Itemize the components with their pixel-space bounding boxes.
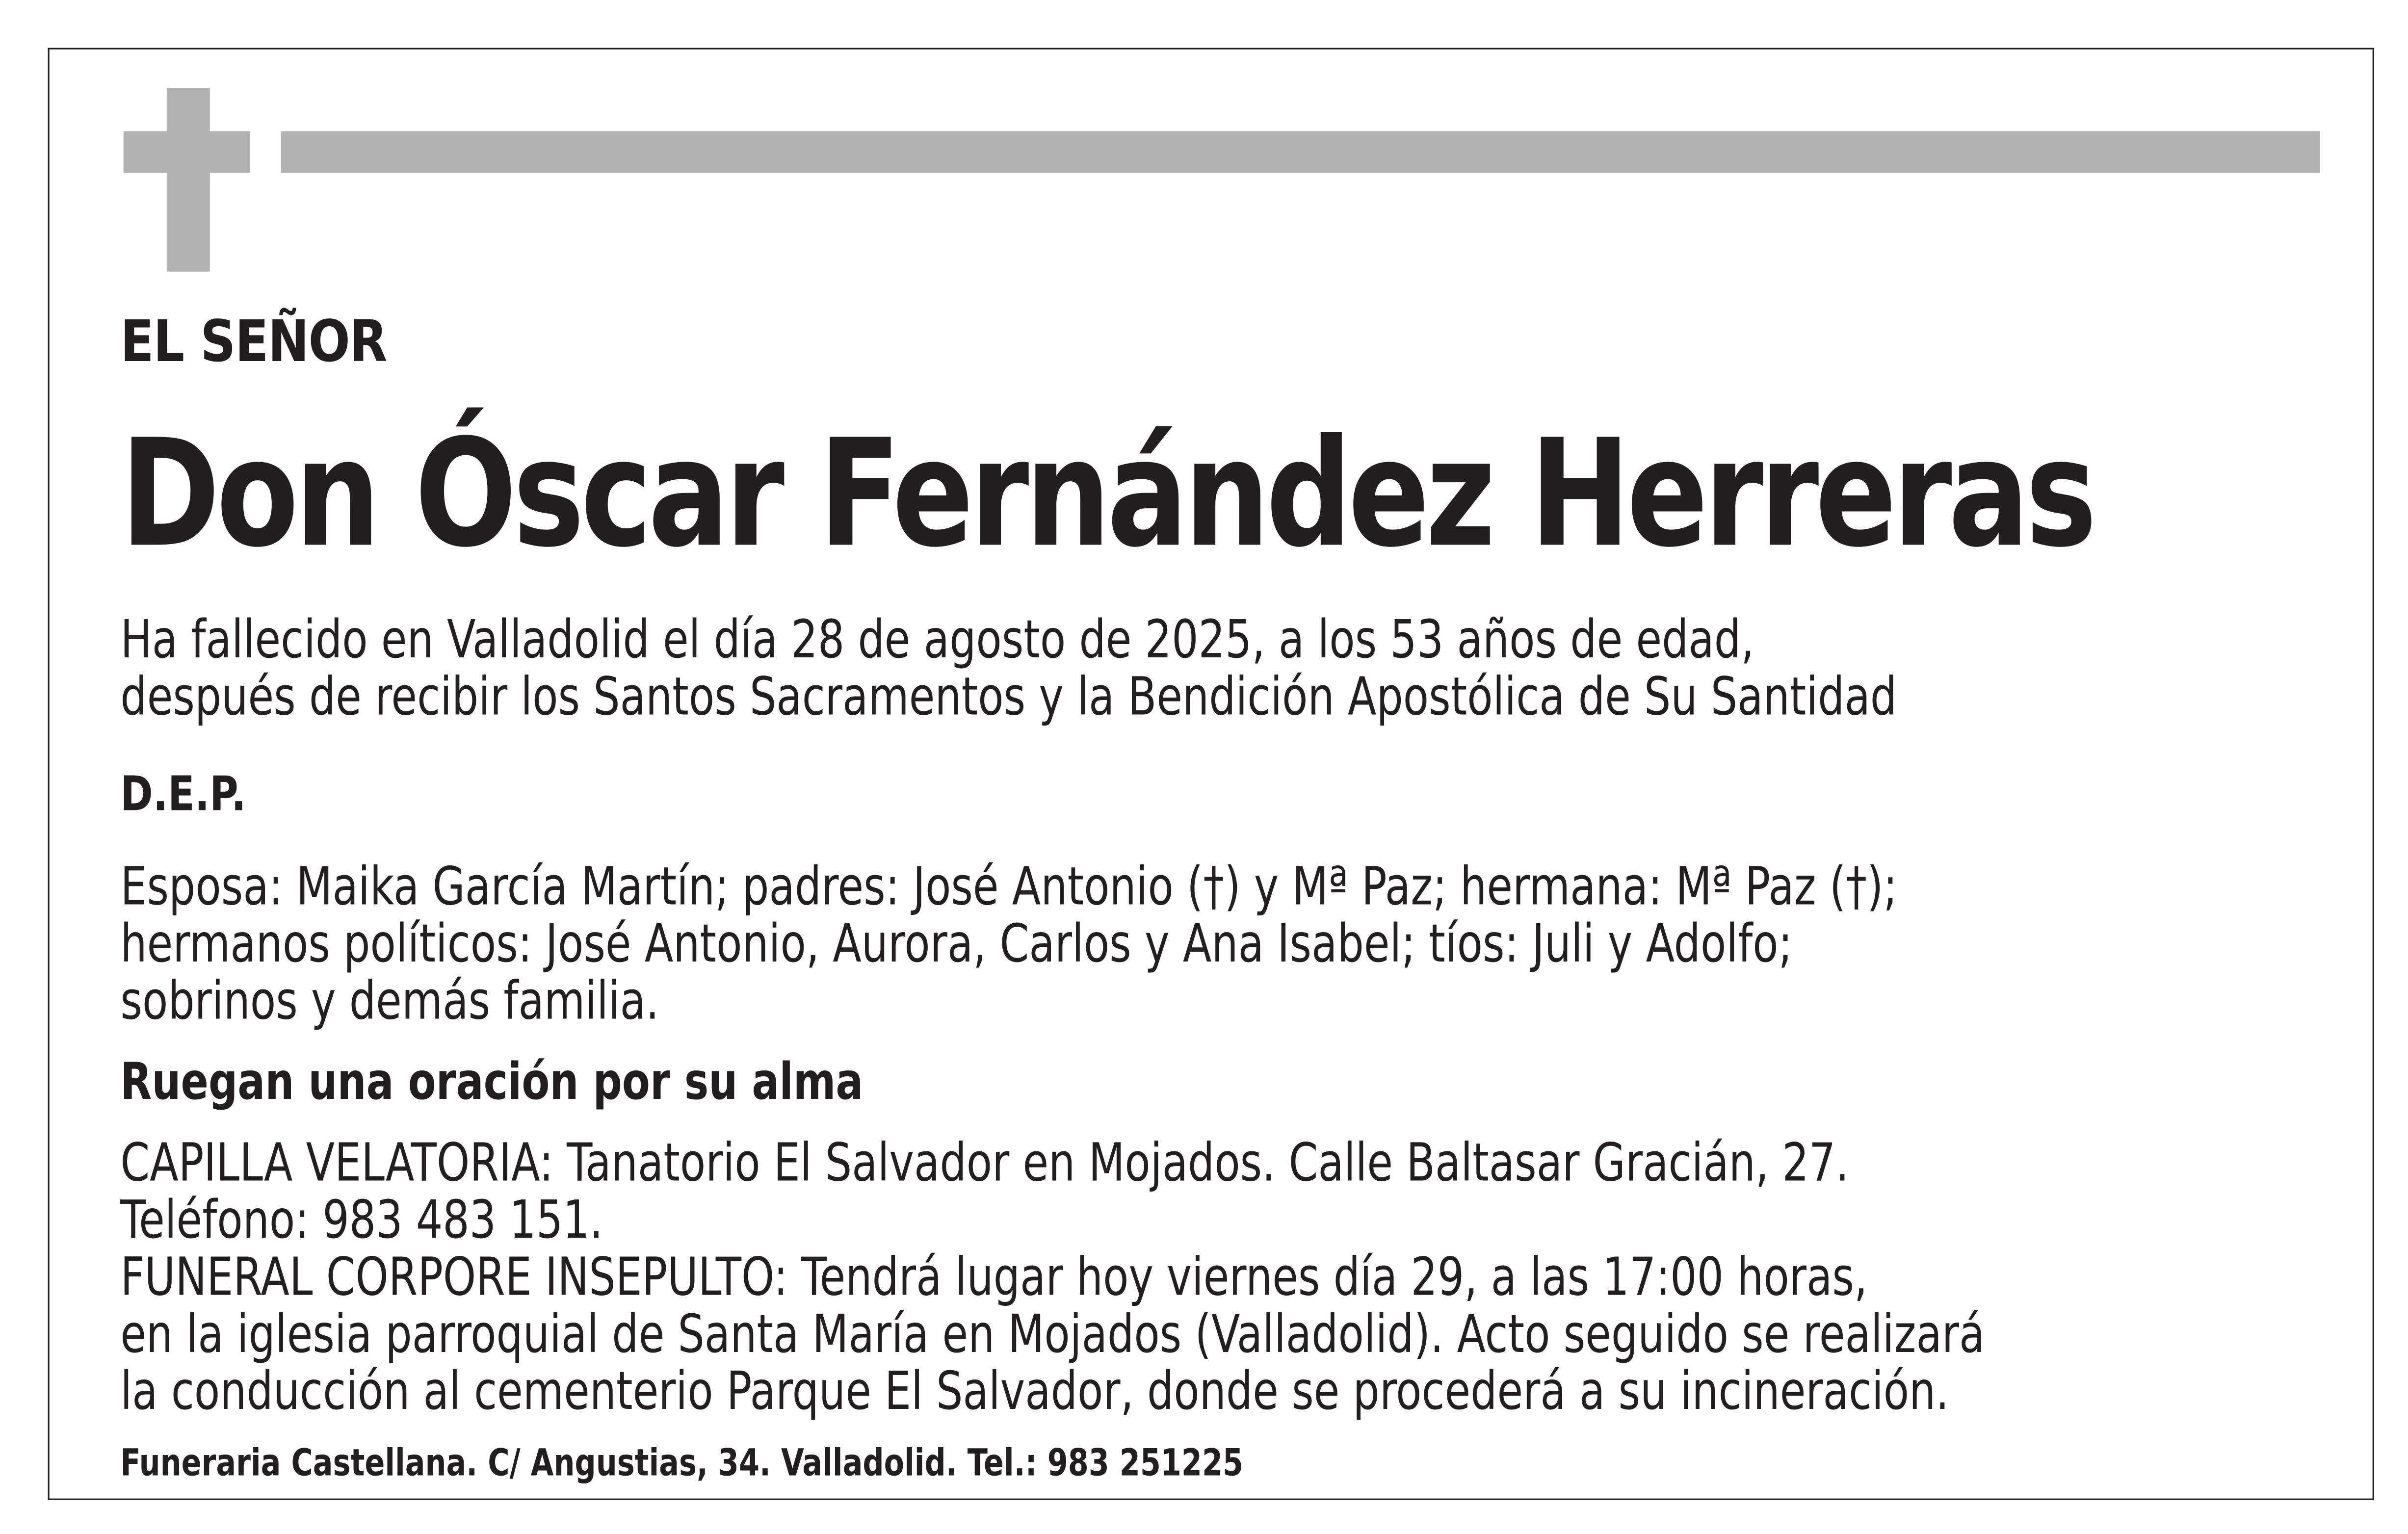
prayer-request: Ruegan una oración por su alma <box>120 1051 864 1112</box>
cross-horizontal-bar <box>124 131 250 173</box>
service-line: CAPILLA VELATORIA: Tanatorio El Salvador en Mojados. Calle Baltasar Gracián, 27. <box>120 1133 1849 1195</box>
announcement-line: después de recibir los Santos Sacramentos y la Bendición Apostólica de Su Santidad <box>120 667 1897 728</box>
relatives-line: sobrinos y demás familia. <box>120 970 659 1033</box>
notice-heading: EL SEÑOR <box>120 309 387 375</box>
service-line: en la iglesia parroquial de Santa María en Mojados (Valladolid). Acto seguido se realizará <box>120 1304 1985 1366</box>
deceased-name: Don Óscar Fernández Herreras <box>120 407 2094 580</box>
service-details <box>120 1133 1985 1423</box>
funeral-home-footer: Funeraria Castellana. C/ Angustias, 34. Valladolid. Tel.: 983 251225 <box>120 1441 1244 1485</box>
relatives-line: hermanos políticos: José Antonio, Aurora, Carlos y Ana Isabel; tíos: Juli y Adolfo; <box>120 913 1793 976</box>
relatives-line: Esposa: Maika García Martín; padres: José Antonio (†) y Mª Paz; hermana: Mª Paz (†); <box>120 856 1898 918</box>
service-line: Teléfono: 983 483 151. <box>120 1190 603 1252</box>
rip-label: D.E.P. <box>120 767 246 823</box>
relatives-list <box>120 856 1898 1033</box>
cross-vertical-bar <box>167 88 210 271</box>
header-rule <box>281 131 2320 173</box>
announcement-line: Ha fallecido en Valladolid el día 28 de agosto de 2025, a los 53 años de edad, <box>120 609 1754 672</box>
death-announcement <box>120 609 1897 728</box>
service-line: la conducción al cementerio Parque El Salvador, donde se procederá a su incineración. <box>120 1361 1949 1423</box>
service-line: FUNERAL CORPORE INSEPULTO: Tendrá lugar hoy viernes día 29, a las 17:00 horas, <box>120 1247 1868 1309</box>
